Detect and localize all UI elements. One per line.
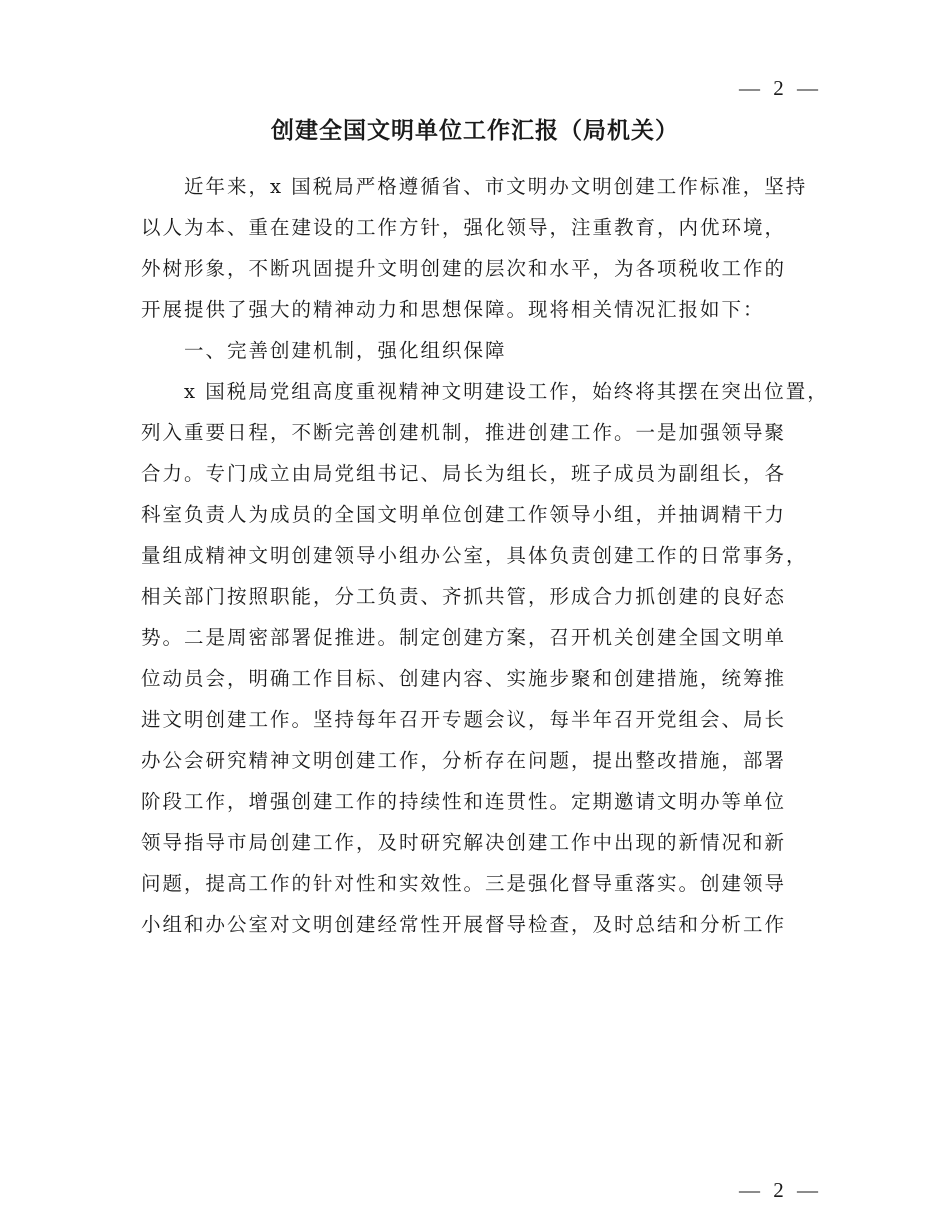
text-line: 小组和办公室对文明创建经常性开展督导检查，及时总结和分析工作 [141, 913, 787, 936]
text-line: 相关部门按照职能，分工负责、齐抓共管，形成合力抓创建的良好态 [141, 585, 787, 608]
text-line: 开展提供了强大的精神动力和思想保障。现将相关情况汇报如下： [141, 298, 765, 321]
text-line: 合力。专门成立由局党组书记、局长为组长，班子成员为副组长，各 [141, 462, 787, 485]
text-line: 外树形象，不断巩固提升文明创建的层次和水平，为各项税收工作的 [141, 257, 787, 280]
text-line: 以人为本、重在建设的工作方针，强化领导，注重教育，内优环境， [141, 216, 787, 239]
text-line: 办公会研究精神文明创建工作，分析存在问题，提出整改措施，部署 [141, 749, 787, 772]
text-line: x 国税局党组高度重视精神文明建设工作，始终将其摆在突出位置， [184, 380, 829, 403]
text-line: 问题，提高工作的针对性和实效性。三是强化督导重落实。创建领导 [141, 872, 787, 895]
text-line: 科室负责人为成员的全国文明单位创建工作领导小组，并抽调精干力 [141, 503, 787, 526]
text-line: 阶段工作，增强创建工作的持续性和连贯性。定期邀请文明办等单位 [141, 790, 787, 813]
section-heading: 一、完善创建机制，强化组织保障 [184, 339, 507, 362]
text-line: 进文明创建工作。坚持每年召开专题会议，每半年召开党组会、局长 [141, 708, 787, 731]
page-number-top: — 2 — [739, 76, 822, 100]
text-line: 势。二是周密部署促推进。制定创建方案，召开机关创建全国文明单 [141, 626, 787, 649]
text-line: 列入重要日程，不断完善创建机制，推进创建工作。一是加强领导聚 [141, 421, 787, 444]
text-line: 量组成精神文明创建领导小组办公室，具体负责创建工作的日常事务， [141, 544, 808, 567]
document-body [141, 166, 831, 945]
page-number-bottom: — 2 — [739, 1178, 822, 1202]
text-line: 位动员会，明确工作目标、创建内容、实施步聚和创建措施，统筹推 [141, 667, 787, 690]
document-title: 创建全国文明单位工作汇报（局机关） [271, 117, 679, 144]
text-line: 近年来，x 国税局严格遵循省、市文明办文明创建工作标准，坚持 [184, 175, 808, 198]
text-line: 领导指导市局创建工作，及时研究解决创建工作中出现的新情况和新 [141, 831, 787, 854]
